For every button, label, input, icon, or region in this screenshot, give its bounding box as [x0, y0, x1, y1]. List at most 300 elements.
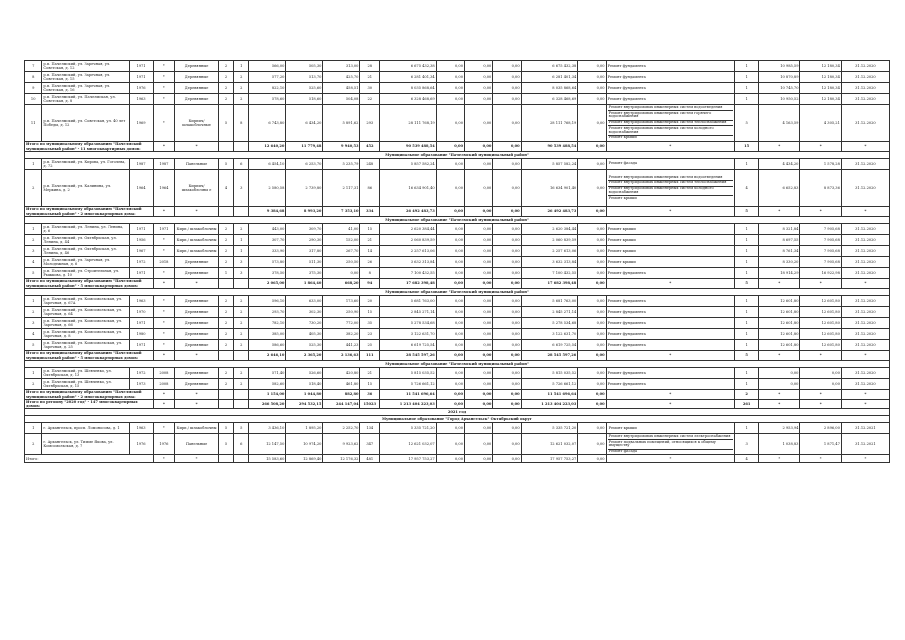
cell-a1: 1 154,00	[249, 390, 286, 400]
work-item: Ремонт подвальных помещений, относящихся к общему имуществу	[608, 440, 734, 449]
cell-f1: 0,00	[436, 455, 464, 463]
work-item: Ремонт фасада	[608, 449, 638, 454]
cell-f2: 0,00	[465, 351, 493, 361]
cell-a1: 443,00	[249, 224, 286, 235]
cell-sum: 5 857 582,24	[380, 159, 437, 170]
cell-n: 2	[25, 379, 42, 390]
cell-a3: 2 252,70	[323, 423, 360, 434]
cell-sum: 3 632 313,84	[380, 257, 437, 268]
cell-mat: Деревянные	[175, 307, 219, 318]
cell-n: 2	[25, 235, 42, 246]
cell-n: 9	[25, 83, 42, 94]
cell-a1: 6 743,80	[249, 105, 286, 142]
cell-f1: 0,00	[436, 329, 464, 340]
cell-f3: 0,00	[493, 379, 521, 390]
cell-f2: 0,00	[465, 207, 493, 217]
cell-mat: Деревянные	[175, 61, 219, 72]
cell-units: 3	[735, 434, 759, 455]
table-row	[25, 246, 890, 257]
cell-res: 20	[360, 296, 380, 307]
cell-fl: 2	[218, 246, 233, 257]
cell-date: 31.12.2020	[841, 379, 889, 390]
work-item: Ремонт крыши	[608, 195, 637, 200]
cell-a1: 333,90	[249, 246, 286, 257]
cell-sum: 90 539 488,54	[380, 142, 437, 152]
cell-date: 31.12.2020	[841, 368, 889, 379]
cell-f2: 0,00	[465, 94, 493, 105]
cell-rec: *	[153, 307, 175, 318]
cell-f1: 0,00	[436, 235, 464, 246]
section-header: Муниципальное образование "Город Архангельск" Октябрьский округ	[25, 416, 890, 423]
cell-units: 1	[735, 159, 759, 170]
cell-n: 7	[25, 61, 42, 72]
cell-star: *	[800, 400, 841, 409]
cell-mat: Кирп./ шлакоблочны	[175, 224, 219, 235]
cell-f3: 0,00	[493, 340, 521, 351]
cell-rec: *	[153, 72, 175, 83]
cell-a2: 1 895,20	[286, 423, 323, 434]
section-header: Муниципальное образование "Пачелмский муниципальный район"	[25, 289, 890, 296]
cell-res: 30	[360, 83, 380, 94]
cell-star: *	[800, 142, 841, 152]
cell-sum: 6 619 725,54	[380, 340, 437, 351]
cell-a2: 405,30	[286, 329, 323, 340]
cell-f2: 0,00	[465, 318, 493, 329]
section-header-row	[25, 289, 890, 296]
cell-fl: 2	[218, 329, 233, 340]
cell-own: 5 335 721,20	[521, 423, 578, 434]
cell-units: 1	[735, 83, 759, 94]
cell-star: *	[153, 390, 175, 400]
cell-fl: 2	[218, 379, 233, 390]
cell-own: 5 857 582,24	[521, 159, 578, 170]
cell-rec: *	[153, 296, 175, 307]
cell-n: 1	[25, 296, 42, 307]
cell-addr: р.п. Пачелмский, ул. Заречная, ул. Советская, д. 16	[42, 83, 129, 94]
cell-f1: 0,00	[436, 246, 464, 257]
cell-price-2: 12 180,34	[800, 94, 841, 105]
total-label: Итого по муниципальному образованию "Пачелмский муниципальный район" - 11 многоквартирных домов:	[25, 142, 154, 152]
cell-star: *	[175, 400, 219, 409]
cell-addr: р.п. Пачелмский, ул. Заречная, ул. Молодежная, д. 6	[42, 257, 129, 268]
cell-o2: 0,00	[578, 61, 606, 72]
cell-star: *	[759, 142, 800, 152]
cell-own: 8 035 868,64	[521, 83, 578, 94]
cell-sum: 5 815 035,52	[380, 368, 437, 379]
cell-f1: 0,00	[436, 390, 464, 400]
cell-fl: 4	[218, 170, 233, 207]
cell-own: 2 845 271,14	[521, 307, 578, 318]
cell-a1: 3 436,10	[249, 423, 286, 434]
cell-f2: 0,00	[465, 379, 493, 390]
cell-o2: 0,00	[578, 257, 606, 268]
cell-fl: 5	[218, 105, 233, 142]
cell-units: 5	[735, 207, 759, 217]
total-row	[25, 390, 890, 400]
cell-n: 2	[25, 434, 42, 455]
cell-date: 31.12.2020	[841, 61, 889, 72]
cell-star: *	[175, 455, 219, 463]
cell-sum: 2 845 271,14	[380, 307, 437, 318]
cell-rec: *	[153, 94, 175, 105]
work-item: Ремонт внутридомовых инженерных систем горячего водоснабжения	[608, 111, 734, 120]
cell-o2: 0,00	[578, 246, 606, 257]
cell-a3: 382,20	[323, 329, 360, 340]
cell-n: 3	[25, 318, 42, 329]
cell-a3: 2 117,31	[323, 170, 360, 207]
cell-a1: 9 384,68	[249, 207, 286, 217]
cell-a2: 525,60	[286, 83, 323, 94]
cell-a3: 12 176,32	[323, 455, 360, 463]
cell-o2: 0,00	[578, 329, 606, 340]
work-item: Ремонт фасада	[608, 161, 638, 166]
cell-res: 248	[360, 159, 380, 170]
cell-o2: 0,00	[578, 83, 606, 94]
table-row	[25, 257, 890, 268]
cell-n: 4	[25, 329, 42, 340]
table-row	[25, 268, 890, 279]
cell-f1: 0,00	[436, 307, 464, 318]
cell-f2: 0,00	[465, 434, 493, 455]
cell-own: 17 957 753,27	[521, 455, 578, 463]
cell-own: 6 675 432,38	[521, 61, 578, 72]
cell-date: 31.12.2020	[841, 94, 889, 105]
total-label: Итого по муниципальному образованию "Пачелмский муниципальный район" - 5 многоквартирных домов:	[25, 351, 154, 361]
total-row	[25, 279, 890, 289]
cell-ent: 2	[234, 94, 249, 105]
cell-sum: 1 213 404 223,03	[380, 400, 437, 409]
cell-year: 1969	[129, 105, 153, 142]
cell-work: Ремонт крыши	[606, 224, 735, 235]
cell-date: 31.12.2020	[841, 159, 889, 170]
cell-year: 1987	[129, 159, 153, 170]
cell-a2: 1 044,80	[286, 390, 323, 400]
cell-price-1: 12 601,80	[759, 296, 800, 307]
cell-price-1: 1 038,83	[759, 434, 800, 455]
cell-own: 28 111 768,19	[521, 105, 578, 142]
cell-mat: Деревянные	[175, 329, 219, 340]
cell-n: 1	[25, 368, 42, 379]
cell-own: 1 213 404 223,03	[521, 400, 578, 409]
cell-f3: 0,00	[493, 329, 521, 340]
cell-own: 5 278 534,68	[521, 318, 578, 329]
cell-mat: Деревянные	[175, 268, 219, 279]
cell-f2: 0,00	[465, 170, 493, 207]
cell-empty	[218, 351, 233, 361]
cell-f2: 0,00	[465, 368, 493, 379]
cell-work: Ремонт фундамента	[606, 268, 735, 279]
cell-empty	[218, 279, 233, 289]
cell-works	[606, 434, 735, 455]
cell-year: 1970	[129, 307, 153, 318]
cell-res: 36	[360, 390, 380, 400]
cell-res: 26	[360, 257, 380, 268]
cell-price-2: 8 873,36	[800, 170, 841, 207]
cell-work: Ремонт фундамента	[606, 72, 735, 83]
cell-date: 31.12.2020	[841, 246, 889, 257]
cell-a1: 12 640,20	[249, 142, 286, 152]
cell-date: 31.12.2020	[841, 105, 889, 142]
cell-year: 1976	[129, 434, 153, 455]
cell-f1: 0,00	[436, 207, 464, 217]
cell-res: 15	[360, 224, 380, 235]
cell-addr: г. Архангельск, ул. Тимме Якова, ул. Комсомольская, д. 7	[42, 434, 129, 455]
cell-a1: 596,10	[249, 296, 286, 307]
cell-mat: Кирпич/ шлакоблочны е	[175, 170, 219, 207]
cell-ent: 1	[234, 235, 249, 246]
cell-a3: 313,00	[323, 61, 360, 72]
cell-mat: Панельные	[175, 159, 219, 170]
cell-price-1: 10 985,59	[759, 61, 800, 72]
cell-f1: 0,00	[436, 423, 464, 434]
cell-sum: 8 035 868,64	[380, 83, 437, 94]
cell-a3: 41,00	[323, 224, 360, 235]
cell-a3: 772,00	[323, 318, 360, 329]
cell-rec: 1987	[153, 159, 175, 170]
cell-f3: 0,00	[493, 170, 521, 207]
cell-price-2: 0,00	[800, 379, 841, 390]
cell-f3: 0,00	[493, 318, 521, 329]
cell-o2: 0,00	[578, 423, 606, 434]
cell-o2: 0,00	[578, 368, 606, 379]
cell-addr: р.п. Пачелмский, ул. Комсомольская, ул. Заречная, д. 8	[42, 329, 129, 340]
cell-price-1: 4 163,59	[759, 105, 800, 142]
cell-price-1: 12 601,80	[759, 329, 800, 340]
cell-price-2: 12 601,80	[800, 318, 841, 329]
cell-res: 15	[360, 307, 380, 318]
cell-res: 481	[360, 455, 380, 463]
table-row	[25, 61, 890, 72]
cell-a3: 420,80	[323, 368, 360, 379]
cell-f2: 0,00	[465, 72, 493, 83]
cell-addr: р.п. Пачелмский, ул. Комсомольская, ул. Заречная, д. 67А	[42, 296, 129, 307]
cell-o2: 0,00	[578, 142, 606, 152]
cell-price-2: 7 905,68	[800, 246, 841, 257]
cell-o2: 0,00	[578, 170, 606, 207]
cell-f3: 0,00	[493, 61, 521, 72]
cell-f2: 0,00	[465, 105, 493, 142]
cell-f1: 0,00	[436, 224, 464, 235]
cell-fl: 2	[218, 340, 233, 351]
cell-units: 15	[735, 142, 759, 152]
cell-star: *	[153, 142, 175, 152]
cell-a1: 378,50	[249, 268, 286, 279]
cell-ent: 2	[234, 368, 249, 379]
total-label: Итого по региону "2020 год" - 147 многоквартирных домов:	[25, 400, 154, 409]
cell-star: *	[759, 351, 800, 361]
cell-year: 1971	[129, 318, 153, 329]
table-row	[25, 83, 890, 94]
cell-star: *	[153, 279, 175, 289]
cell-star: *	[606, 279, 735, 289]
section-header-row	[25, 409, 890, 416]
cell-mat: Деревянные	[175, 94, 219, 105]
cell-a1: 577,20	[249, 72, 286, 83]
cell-star: *	[759, 390, 800, 400]
cell-ent: 2	[234, 296, 249, 307]
cell-addr: р.п. Пачелмский, ул. Пачелмская, ул. Советская, д. 8	[42, 94, 129, 105]
cell-own: 16 634 901,40	[521, 170, 578, 207]
cell-price-2: 1 578,28	[800, 159, 841, 170]
cell-date: 31.12.2020	[841, 307, 889, 318]
cell-rec: *	[153, 318, 175, 329]
cell-a2: 505,30	[286, 61, 323, 72]
total-row	[25, 142, 890, 152]
cell-star: *	[606, 207, 735, 217]
cell-price-1: 12 601,80	[759, 340, 800, 351]
cell-star: *	[841, 390, 889, 400]
cell-ent: 2	[234, 83, 249, 94]
cell-fl: 1	[218, 268, 233, 279]
cell-n: 2	[25, 170, 42, 207]
cell-o2: 0,00	[578, 351, 606, 361]
register-body	[25, 61, 890, 463]
cell-fl: 2	[218, 235, 233, 246]
cell-res: 334	[360, 207, 380, 217]
cell-price-2: 4 305,21	[800, 105, 841, 142]
cell-n: 4	[25, 257, 42, 268]
cell-fl: 5	[218, 423, 233, 434]
cell-price-2: 12 601,80	[800, 340, 841, 351]
cell-rec: *	[153, 61, 175, 72]
cell-f1: 0,00	[436, 318, 464, 329]
cell-own: 5 681 763,00	[521, 296, 578, 307]
cell-units: 1	[735, 329, 759, 340]
cell-price-2: 16 922,98	[800, 268, 841, 279]
cell-price-2: 7 905,68	[800, 235, 841, 246]
cell-f2: 0,00	[465, 455, 493, 463]
cell-star: *	[175, 142, 219, 152]
cell-rec: *	[153, 268, 175, 279]
cell-f1: 0,00	[436, 94, 464, 105]
table-row	[25, 379, 890, 390]
cell-date: 31.12.2020	[841, 170, 889, 207]
cell-res: 293	[360, 105, 380, 142]
cell-year: 1980	[129, 329, 153, 340]
cell-res: 452	[360, 142, 380, 152]
cell-fl: 2	[218, 368, 233, 379]
cell-ent: 1	[234, 61, 249, 72]
table-row	[25, 368, 890, 379]
cell-star: *	[606, 390, 735, 400]
cell-res: 94	[360, 279, 380, 289]
cell-empty	[234, 207, 249, 217]
cell-a3: 441,23	[323, 340, 360, 351]
cell-star: *	[153, 207, 175, 217]
cell-n: 11	[25, 105, 42, 142]
cell-fl: 2	[218, 94, 233, 105]
cell-addr: р.п. Пачелмский, ул. Заречная, ул. Советская, д. 12	[42, 61, 129, 72]
cell-star: *	[153, 351, 175, 361]
cell-star: *	[841, 279, 889, 289]
cell-a2: 12 869,40	[286, 455, 323, 463]
cell-a1: 385,00	[249, 329, 286, 340]
cell-f1: 0,00	[436, 257, 464, 268]
cell-a3: 425,70	[323, 72, 360, 83]
cell-o2: 0,00	[578, 390, 606, 400]
cell-a1: 266 508,20	[249, 400, 286, 409]
cell-work: Ремонт фундамента	[606, 94, 735, 105]
cell-own: 11 541 696,64	[521, 390, 578, 400]
cell-price-1: 8 697,55	[759, 235, 800, 246]
cell-price-1: 8 321,84	[759, 224, 800, 235]
cell-f3: 0,00	[493, 390, 521, 400]
cell-a2: 294 532,15	[286, 400, 323, 409]
cell-rec: 2018	[153, 257, 175, 268]
table-row	[25, 434, 890, 455]
cell-f3: 0,00	[493, 94, 521, 105]
cell-f1: 0,00	[436, 105, 464, 142]
section-header: Муниципальное образование "Пачелмский муниципальный район"	[25, 152, 890, 159]
cell-work: Ремонт крыши	[606, 257, 735, 268]
cell-sum: 3 122 631,70	[380, 329, 437, 340]
cell-year: 1972	[129, 257, 153, 268]
cell-year: 1963	[129, 423, 153, 434]
cell-addr: р.п. Пачелмский, ул. Комсомольская, ул. Заречная, д. 25	[42, 340, 129, 351]
cell-ent: 2	[234, 340, 249, 351]
total-label: Итого по муниципальному образованию "Пачелмский муниципальный район" - 5 многоквартирных домов:	[25, 279, 154, 289]
cell-star: *	[175, 207, 219, 217]
table-row	[25, 72, 890, 83]
cell-a1: 782,10	[249, 318, 286, 329]
cell-ent: 2	[234, 307, 249, 318]
cell-year: 1963	[129, 94, 153, 105]
cell-ent: 5	[234, 423, 249, 434]
cell-a3: 267,70	[323, 246, 360, 257]
cell-own: 90 539 488,54	[521, 142, 578, 152]
cell-f1: 0,00	[436, 351, 464, 361]
cell-units: 1	[735, 368, 759, 379]
cell-price-2: 12 180,34	[800, 72, 841, 83]
cell-rec: 1976	[153, 434, 175, 455]
cell-a2: 6 434,20	[286, 105, 323, 142]
cell-star: *	[606, 400, 735, 409]
cell-res: 21	[360, 235, 380, 246]
cell-mat: Кирп./ шлакоблочны	[175, 423, 219, 434]
cell-price-1: 2 953,94	[759, 423, 800, 434]
cell-fl: 2	[218, 61, 233, 72]
total-row	[25, 351, 890, 361]
cell-res: 134	[360, 423, 380, 434]
cell-o2: 0,00	[578, 340, 606, 351]
total-label: Итого:	[25, 455, 154, 463]
cell-addr: р.п. Пачелмский, ул. Калинина, ул. Меркина, д. 2	[42, 170, 129, 207]
cell-res: 8	[360, 268, 380, 279]
cell-n: 3	[25, 246, 42, 257]
cell-sum: 16 634 901,40	[380, 170, 437, 207]
cell-a2: 11 779,48	[286, 142, 323, 152]
cell-star: *	[175, 279, 219, 289]
cell-f1: 0,00	[436, 170, 464, 207]
table-row	[25, 235, 890, 246]
cell-work: Ремонт крыши	[606, 246, 735, 257]
cell-a1: 582,60	[249, 379, 286, 390]
cell-a1: 2 646,10	[249, 351, 286, 361]
cell-work: Ремонт фундамента	[606, 318, 735, 329]
cell-date: 31.12.2021	[841, 434, 889, 455]
cell-a3: 250,90	[323, 307, 360, 318]
cell-mat: Кирпич/ шлакоблочные	[175, 105, 219, 142]
cell-work: Ремонт фундамента	[606, 307, 735, 318]
cell-units: 1	[735, 94, 759, 105]
cell-units: 2	[735, 390, 759, 400]
cell-n: 1	[25, 224, 42, 235]
cell-units: 1	[735, 61, 759, 72]
cell-o2: 0,00	[578, 379, 606, 390]
cell-price-1: 10 950,52	[759, 94, 800, 105]
cell-units: 1	[735, 379, 759, 390]
cell-sum: 6 675 432,38	[380, 61, 437, 72]
